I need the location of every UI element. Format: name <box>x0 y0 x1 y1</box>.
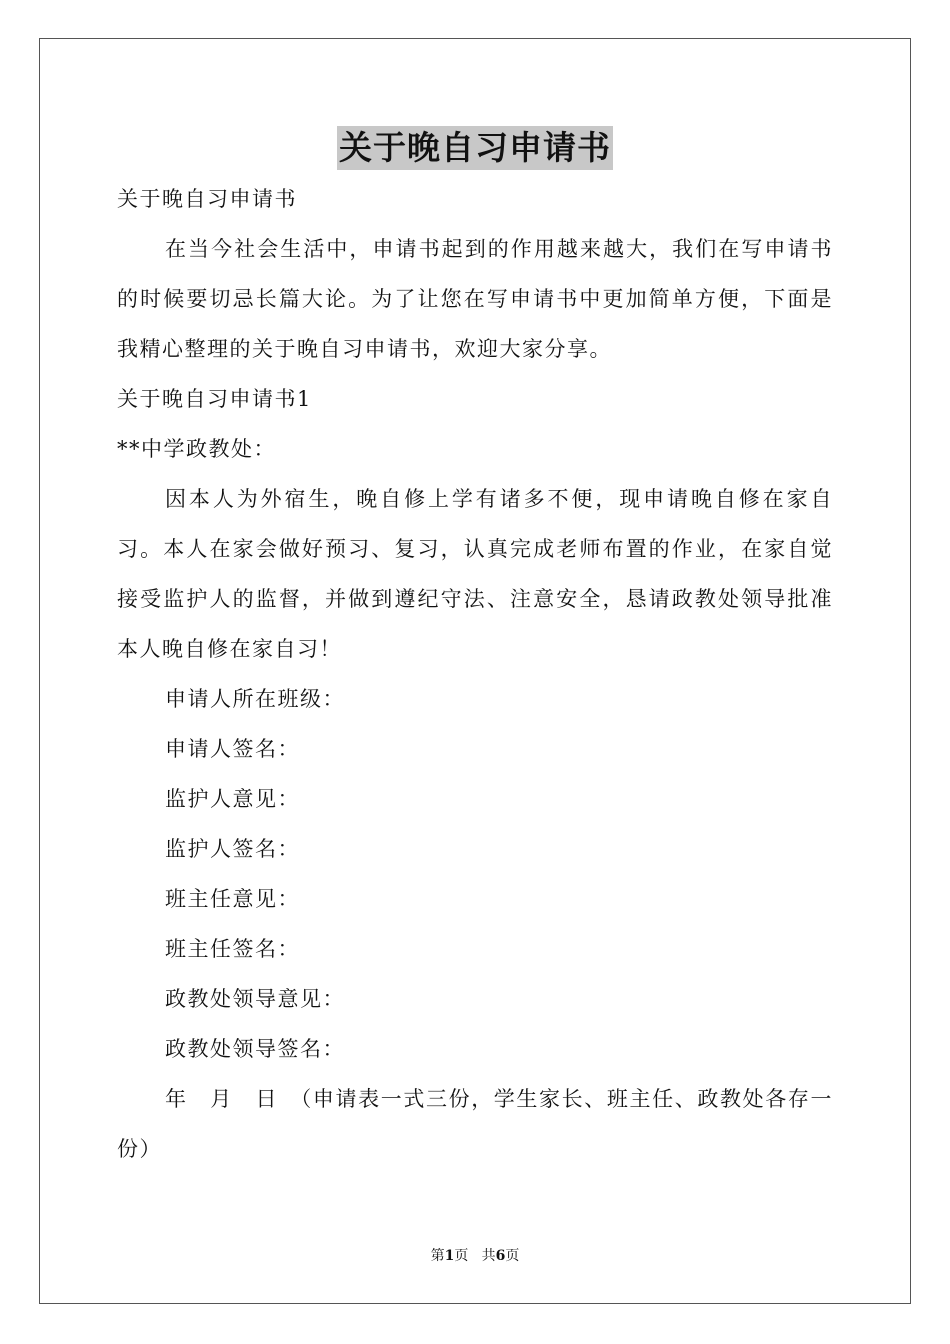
page-footer <box>0 1247 950 1265</box>
salutation: **中学政教处： <box>117 437 276 461</box>
footer-page-prefix: 第 <box>430 1248 445 1264</box>
intro-paragraph: 在当今社会生活中，申请书起到的作用越来越大，我们在写申请书的时候要切忌长篇大论。为了让您在写申请书中更加简单方便，下面是我精心整理的关于晚自习申请书，欢迎大家分享。 <box>117 237 833 361</box>
footer-page-current: 1 <box>444 1248 455 1264</box>
field-teacher-signature: 班主任签名： <box>165 937 300 961</box>
footer-page-total: 6 <box>495 1248 506 1264</box>
field-office-signature: 政教处领导签名： <box>165 1037 345 1061</box>
footer-total-prefix: 共 <box>481 1248 496 1264</box>
field-teacher-opinion: 班主任意见： <box>165 887 300 911</box>
document-subtitle: 关于晚自习申请书 <box>117 187 297 211</box>
title-container <box>0 126 950 170</box>
section-heading: 关于晚自习申请书1 <box>117 387 312 411</box>
request-paragraph: 因本人为外宿生，晚自修上学有诸多不便，现申请晚自修在家自习。本人在家会做好预习、复习，认真完成老师布置的作业，在家自觉接受监护人的监督，并做到遵纪守法、注意安全，恳请政教处领导批准本人晚自修在家自习！ <box>117 487 833 661</box>
field-applicant-signature: 申请人签名： <box>165 737 300 761</box>
field-guardian-opinion: 监护人意见： <box>165 787 300 811</box>
document-title: 关于晚自习申请书 <box>337 126 613 170</box>
field-guardian-signature: 监护人签名： <box>165 837 300 861</box>
field-office-opinion: 政教处领导意见： <box>165 987 345 1011</box>
footer-page-suffix: 页 <box>454 1248 469 1264</box>
document-body <box>117 174 833 1174</box>
field-class: 申请人所在班级： <box>165 687 345 711</box>
date-line: 年 月 日 （申请表一式三份，学生家长、班主任、政教处各存一份） <box>117 1087 833 1161</box>
footer-total-suffix: 页 <box>505 1248 520 1264</box>
